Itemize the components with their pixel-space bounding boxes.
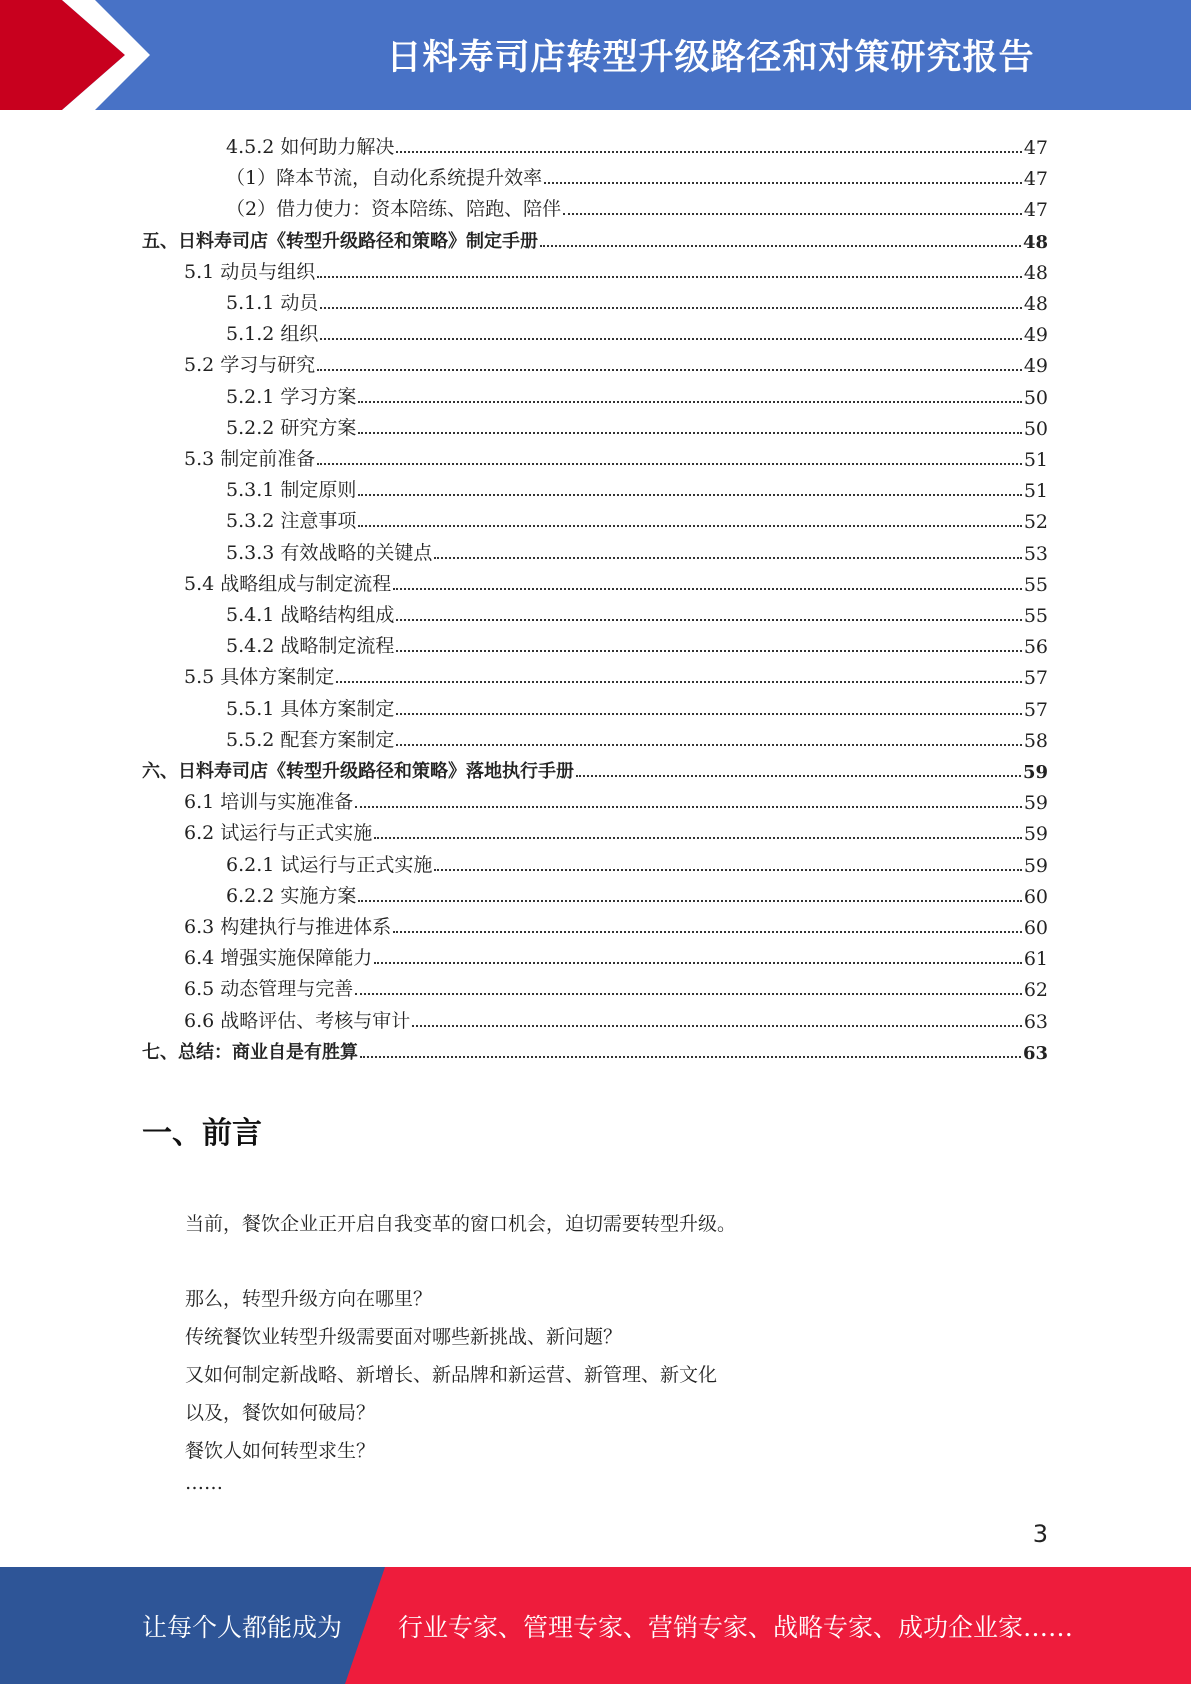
toc-entry-page: 62 <box>1023 979 1048 1002</box>
header-arrow-decoration <box>0 0 230 110</box>
section-heading-preface: 一、前言 <box>142 1116 262 1151</box>
toc-entry-page: 59 <box>1023 792 1048 815</box>
toc-dot-leader <box>358 494 1021 496</box>
toc-entry[interactable] <box>184 565 1048 596</box>
toc-entry[interactable] <box>142 752 1048 783</box>
toc-dot-leader <box>393 588 1022 590</box>
toc-dot-leader <box>358 900 1021 902</box>
toc-dot-leader <box>358 432 1021 434</box>
toc-entry-page: 59 <box>1022 762 1048 783</box>
toc-dot-leader <box>396 650 1021 652</box>
toc-dot-leader <box>358 525 1021 527</box>
header-title: 日料寿司店转型升级路径和对策研究报告 <box>386 38 1035 78</box>
toc-entry-label: 5.2 学习与研究 <box>184 354 316 377</box>
toc-entry[interactable] <box>226 690 1048 721</box>
toc-entry[interactable] <box>184 783 1048 814</box>
toc-dot-leader <box>396 151 1021 153</box>
toc-entry-label: （1）降本节流，自动化系统提升效率 <box>226 167 543 190</box>
toc-entry-page: 59 <box>1023 854 1048 877</box>
toc-entry[interactable] <box>226 721 1048 752</box>
footer-slogan-right: 行业专家、管理专家、营销专家、战略专家、成功企业家…… <box>398 1612 1074 1642</box>
toc-entry[interactable] <box>184 939 1048 970</box>
toc-dot-leader <box>540 245 1021 247</box>
preface-paragraph: 那么，转型升级方向在哪里？ <box>185 1288 433 1310</box>
toc-dot-leader <box>396 744 1021 746</box>
toc-dot-leader <box>320 307 1021 309</box>
toc-entry-page: 51 <box>1023 480 1048 503</box>
toc-entry[interactable] <box>226 378 1048 409</box>
preface-paragraph: 餐饮人如何转型求生？ <box>185 1440 376 1462</box>
toc-entry-label: 5.1.1 动员 <box>226 292 319 314</box>
toc-dot-leader <box>576 775 1021 777</box>
toc-entry-label: 6.4 增强实施保障能力 <box>184 947 373 970</box>
toc-entry-page: 49 <box>1023 355 1048 378</box>
toc-entry-page: 57 <box>1023 698 1048 721</box>
toc-entry[interactable] <box>226 471 1048 502</box>
toc-entry-label: 6.1 培训与实施准备 <box>184 791 354 814</box>
toc-entry-page: 60 <box>1023 885 1048 908</box>
toc-entry-label: 5.5.2 配套方案制定 <box>226 728 395 751</box>
toc-entry-label: 5.3.2 注意事项 <box>226 510 357 533</box>
toc-dot-leader <box>563 213 1022 215</box>
toc-entry[interactable] <box>226 534 1048 565</box>
toc-entry-label: 5.5.1 具体方案制定 <box>226 697 395 720</box>
toc-dot-leader <box>360 1056 1021 1058</box>
toc-entry[interactable] <box>184 908 1048 939</box>
toc-entry[interactable] <box>184 658 1048 689</box>
toc-entry[interactable] <box>226 190 1048 221</box>
toc-dot-leader <box>434 557 1021 559</box>
preface-paragraph: 传统餐饮业转型升级需要面对哪些新挑战、新问题？ <box>185 1326 623 1348</box>
toc-entry-label: 六、日料寿司店《转型升级路径和策略》落地执行手册 <box>142 761 574 782</box>
toc-entry-page: 59 <box>1023 823 1048 846</box>
footer-slogan-left: 让每个人都能成为 <box>142 1612 343 1642</box>
toc-entry-label: 4.5.2 如何助力解决 <box>226 136 395 158</box>
toc-entry-label: 5.4.1 战略结构组成 <box>226 604 395 626</box>
toc-entry-label: 5.5 具体方案制定 <box>184 666 335 689</box>
toc-entry-label: （2）借力使力：资本陪练、陪跑、陪伴 <box>226 198 562 221</box>
toc-entry-page: 48 <box>1022 231 1048 253</box>
toc-entry-label: 6.2.1 试运行与正式实施 <box>226 853 433 876</box>
preface-paragraph: 当前，餐饮企业正开启自我变革的窗口机会，迫切需要转型升级。 <box>185 1213 737 1235</box>
toc-entry-page: 48 <box>1023 261 1048 284</box>
toc-entry-page: 47 <box>1023 168 1048 191</box>
preface-paragraph: 又如何制定新战略、新增长、新品牌和新运营、新管理、新文化 <box>185 1364 718 1386</box>
toc-entry-label: 5.3.3 有效战略的关键点 <box>226 541 433 564</box>
toc-entry[interactable] <box>226 315 1048 346</box>
toc-dot-leader <box>412 1025 1022 1027</box>
toc-entry-page: 50 <box>1023 417 1048 440</box>
toc-dot-leader <box>320 338 1021 340</box>
toc-entry-page: 63 <box>1022 1042 1048 1064</box>
toc-entry-label: 5.4 战略组成与制定流程 <box>184 572 392 595</box>
toc-dot-leader <box>317 463 1022 465</box>
toc-entry-page: 61 <box>1023 948 1048 971</box>
page-number: 3 <box>1032 1520 1048 1548</box>
toc-dot-leader <box>374 837 1022 839</box>
toc-entry[interactable] <box>226 596 1048 627</box>
toc-dot-leader <box>396 619 1021 621</box>
page-footer <box>0 1567 1191 1684</box>
toc-entry-page: 55 <box>1023 573 1048 596</box>
toc-dot-leader <box>336 681 1022 683</box>
toc-dot-leader <box>317 369 1022 371</box>
toc-entry-page: 47 <box>1023 199 1048 222</box>
toc-entry-label: 五、日料寿司店《转型升级路径和策略》制定手册 <box>142 230 538 252</box>
toc-entry-label: 6.5 动态管理与完善 <box>184 978 354 1001</box>
toc-entry-page: 57 <box>1023 667 1048 690</box>
toc-entry-page: 47 <box>1023 137 1048 159</box>
toc-dot-leader <box>358 401 1021 403</box>
toc-dot-leader <box>544 182 1022 184</box>
toc-entry[interactable] <box>142 222 1048 253</box>
toc-entry-label: 5.2.1 学习方案 <box>226 385 357 408</box>
toc-entry-page: 56 <box>1023 636 1048 659</box>
toc-dot-leader <box>355 806 1022 808</box>
toc-entry-label: 6.2 试运行与正式实施 <box>184 822 373 845</box>
toc-entry-label: 5.2.2 研究方案 <box>226 416 357 439</box>
toc-entry[interactable] <box>226 128 1048 159</box>
toc-entry[interactable] <box>226 877 1048 908</box>
toc-entry-label: 5.3.1 制定原则 <box>226 479 357 502</box>
page-header <box>0 0 1191 110</box>
toc-entry[interactable] <box>226 409 1048 440</box>
preface-paragraph: 以及，餐饮如何破局？ <box>185 1402 376 1424</box>
toc-entry[interactable] <box>184 253 1048 284</box>
toc-entry[interactable] <box>226 846 1048 877</box>
toc-entry-label: 5.4.2 战略制定流程 <box>226 635 395 658</box>
toc-entry-page: 48 <box>1023 293 1048 315</box>
toc-entry[interactable] <box>226 159 1048 190</box>
toc-entry-label: 5.1.2 组织 <box>226 323 319 346</box>
preface-paragraph: …… <box>185 1472 223 1494</box>
toc-entry[interactable] <box>142 1033 1048 1064</box>
toc-entry[interactable] <box>184 814 1048 845</box>
toc-entry[interactable] <box>184 970 1048 1001</box>
toc-entry[interactable] <box>226 284 1048 315</box>
toc-entry-page: 63 <box>1023 1010 1048 1033</box>
toc-entry-page: 50 <box>1023 386 1048 409</box>
toc-entry[interactable] <box>226 627 1048 658</box>
toc-dot-leader <box>396 713 1021 715</box>
toc-dot-leader <box>374 962 1022 964</box>
toc-entry[interactable] <box>184 346 1048 377</box>
toc-entry-label: 6.6 战略评估、考核与审计 <box>184 1009 411 1032</box>
toc-entry-label: 6.3 构建执行与推进体系 <box>184 916 392 938</box>
toc-entry-label: 5.3 制定前准备 <box>184 448 316 470</box>
toc-entry[interactable] <box>184 440 1048 471</box>
toc-entry-page: 58 <box>1023 729 1048 752</box>
toc-entry-label: 5.1 动员与组织 <box>184 260 316 283</box>
toc-dot-leader <box>393 931 1022 933</box>
toc-entry-label: 七、总结：商业自是有胜算 <box>142 1041 358 1063</box>
toc-dot-leader <box>317 276 1022 278</box>
toc-entry-page: 53 <box>1023 542 1048 565</box>
toc-entry-page: 51 <box>1023 449 1048 471</box>
toc-dot-leader <box>434 869 1021 871</box>
toc-entry-page: 52 <box>1023 511 1048 534</box>
toc-entry-page: 60 <box>1023 917 1048 939</box>
toc-entry[interactable] <box>226 502 1048 533</box>
toc-dot-leader <box>355 993 1022 995</box>
toc-entry-page: 55 <box>1023 605 1048 627</box>
toc-entry[interactable] <box>184 1002 1048 1033</box>
toc-entry-label: 6.2.2 实施方案 <box>226 884 357 907</box>
toc-entry-page: 49 <box>1023 324 1048 347</box>
